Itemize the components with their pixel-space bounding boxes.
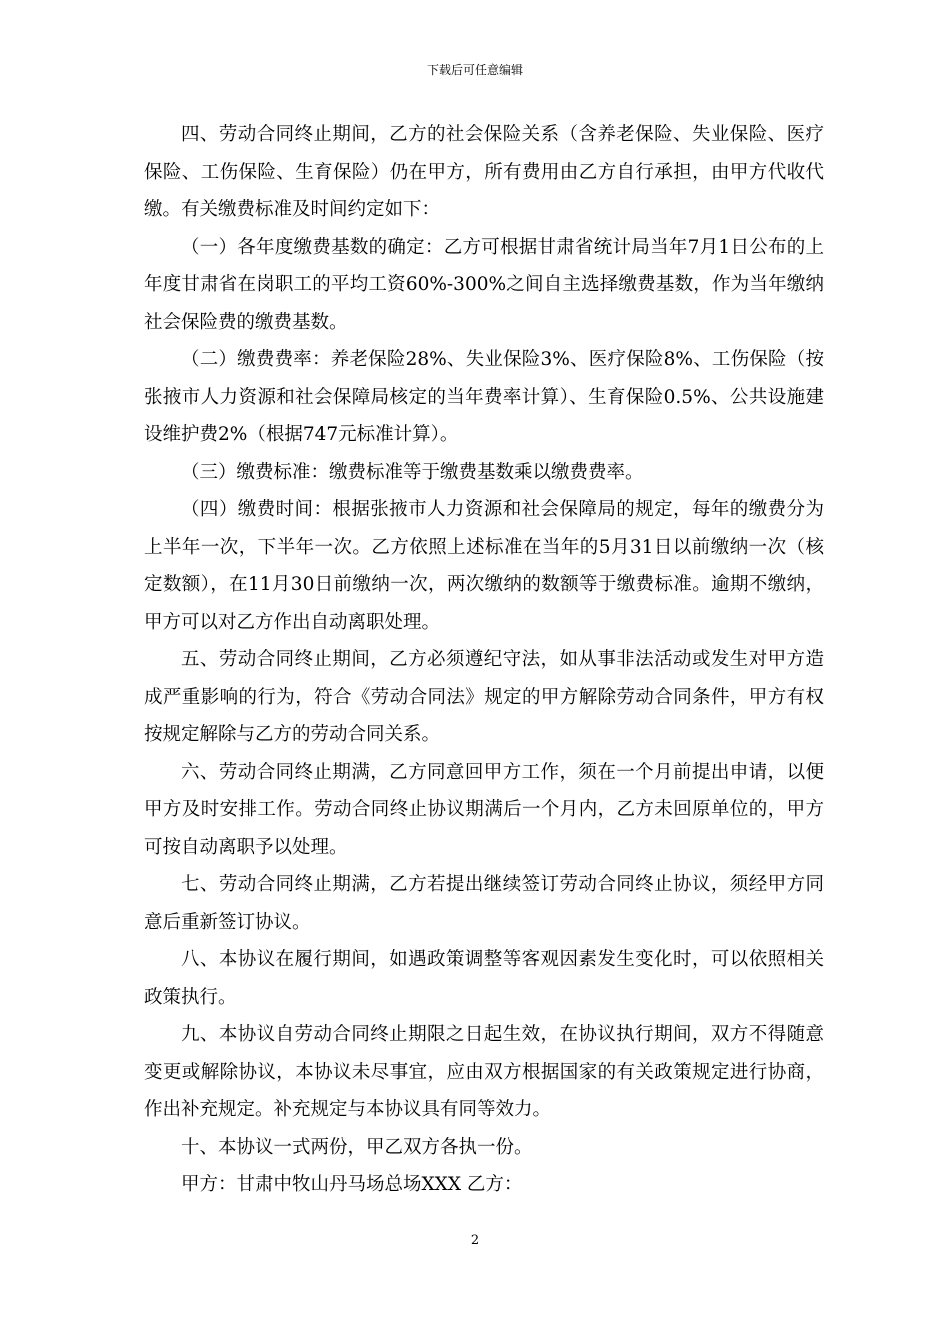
signature-line: 甲方：甘肃中牧山丹马场总场XXX 乙方：	[181, 1174, 523, 1195]
page-number: 2	[470, 1233, 480, 1248]
clause-5-compliance: 五、劳动合同终止期间，乙方必须遵纪守法，如从事非法活动或发生对甲方造成严重影响的行为，符合《劳动合同法》规定的甲方解除劳动合同条件，甲方有权按规定解除与乙方的劳动合同关系。	[144, 649, 824, 745]
clause-6-return-to-work: 六、劳动合同终止期满，乙方同意回甲方工作，须在一个月前提出申请，以便甲方及时安排工作。劳动合同终止协议期满后一个月内，乙方未回原单位的，甲方可按自动离职予以处理。	[144, 761, 824, 858]
clause-8-policy-changes: 八、本协议在履行期间，如遇政策调整等客观因素发生变化时，可以依照相关政策执行。	[144, 949, 824, 1008]
clause-4-2-contribution-rates: （二）缴费费率：养老保险28%、失业保险3%、医疗保险8%、工伤保险（按张掖市人力资源和社会保障局核定的当年费率计算）、生育保险0.5%、公共设施建设维护费2%（根据747元标准计算）。	[144, 349, 824, 445]
clause-4-social-insurance: 四、劳动合同终止期间，乙方的社会保险关系（含养老保险、失业保险、医疗保险、工伤保险、生育保险）仍在甲方，所有费用由乙方自行承担，由甲方代收代缴。有关缴费标准及时间约定如下：	[144, 124, 824, 220]
clause-10-copies: 十、本协议一式两份，甲乙双方各执一份。	[181, 1136, 533, 1158]
page-header-note: 下载后可任意编辑	[426, 63, 523, 77]
clause-4-4-contribution-time: （四）缴费时间：根据张掖市人力资源和社会保障局的规定，每年的缴费分为上半年一次，下半年一次。乙方依照上述标准在当年的5月31日以前缴纳一次（核定数额），在11月30日前缴纳一次，两次缴纳的数额等于缴费标准。逾期不缴纳，甲方可以对乙方作出自动离职处理。	[144, 499, 824, 633]
clause-9-effectiveness: 九、本协议自劳动合同终止期限之日起生效，在协议执行期间，双方不得随意变更或解除协议，本协议未尽事宜，应由双方根据国家的有关政策规定进行协商，作出补充规定。补充规定与本协议具有同等效力。	[144, 1024, 824, 1120]
clause-4-1-contribution-base: （一）各年度缴费基数的确定：乙方可根据甘肃省统计局当年7月1日公布的上年度甘肃省在岗职工的平均工资60%-300%之间自主选择缴费基数，作为当年缴纳社会保险费的缴费基数。	[144, 236, 824, 333]
clause-4-3-contribution-standard: （三）缴费标准：缴费标准等于缴费基数乘以缴费费率。	[181, 461, 644, 483]
clause-7-renewal: 七、劳动合同终止期满，乙方若提出继续签订劳动合同终止协议，须经甲方同意后重新签订协议。	[144, 874, 824, 933]
document-body	[144, 116, 824, 1204]
